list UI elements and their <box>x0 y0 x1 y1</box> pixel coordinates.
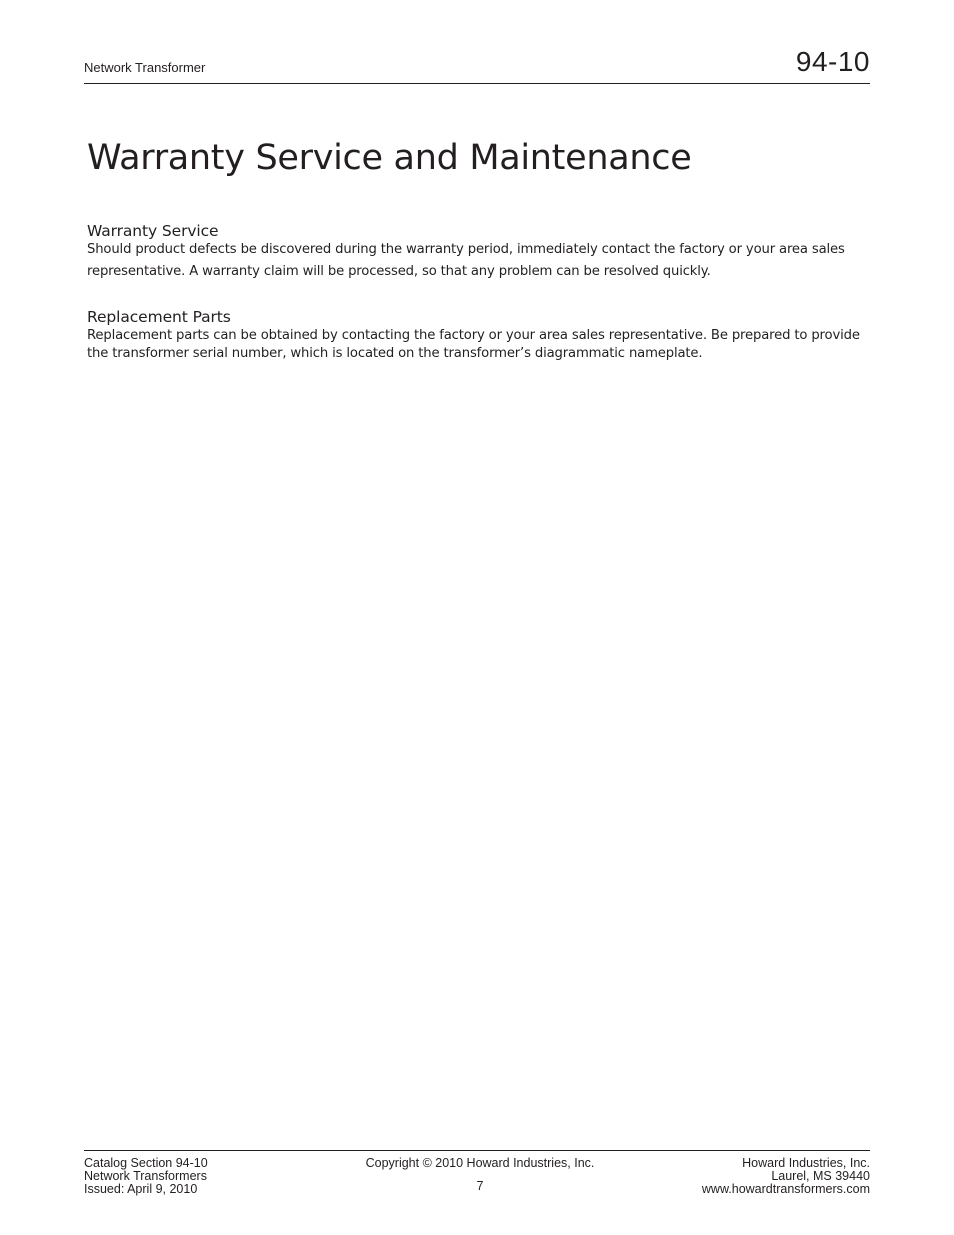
footer-company-name: Howard Industries, Inc. <box>742 1156 870 1170</box>
header-section-number: 94-10 <box>795 46 870 77</box>
page-header <box>84 44 870 84</box>
section-heading: Replacement Parts <box>87 308 231 326</box>
footer-company-website: www.howardtransformers.com <box>701 1182 870 1196</box>
section-body: Should product defects be discovered during the warranty period, immediately contact the factory or your area sales representative. A warranty claim will be processed, so that any problem can be resolved quickly. <box>87 242 845 279</box>
section-heading: Warranty Service <box>87 222 219 240</box>
replacement-parts-section <box>87 308 872 363</box>
page-number: 7 <box>476 1179 484 1193</box>
warranty-service-section <box>87 222 872 283</box>
footer-company-address: Laurel, MS 39440 <box>771 1169 870 1183</box>
footer-center <box>358 1157 602 1193</box>
footer-catalog-section: Catalog Section 94-10 <box>84 1156 208 1170</box>
footer-copyright: Copyright © 2010 Howard Industries, Inc. <box>365 1156 595 1170</box>
header-document-title: Network Transformer <box>84 60 206 75</box>
footer-product-line: Network Transformers <box>84 1169 207 1183</box>
footer-catalog-info <box>84 1157 208 1196</box>
page-footer <box>84 1150 870 1200</box>
footer-company-info <box>702 1157 870 1196</box>
footer-issue-date: Issued: April 9, 2010 <box>84 1182 198 1196</box>
page-title: Warranty Service and Maintenance <box>87 138 692 178</box>
section-body: Replacement parts can be obtained by contacting the factory or your area sales representative. Be prepared to provide the transformer serial number, which is located on the transformer’s diagrammatic nameplate. <box>87 328 860 361</box>
